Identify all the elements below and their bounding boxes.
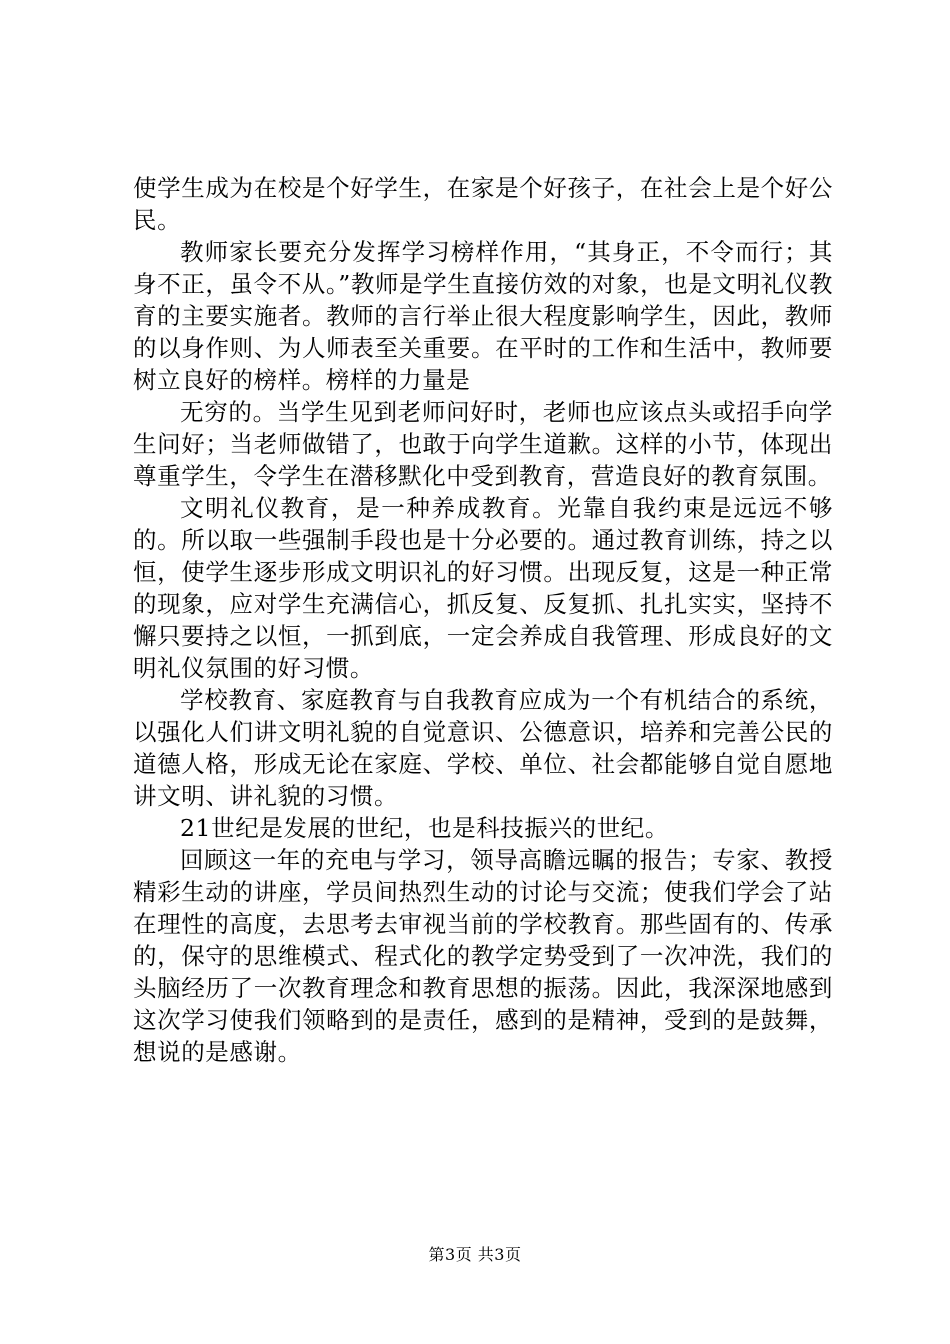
paragraph-3: 无穷的。当学生见到老师问好时，老师也应该点头或招手向学生问好；当老师做错了，也敢于向学生道歉。这样的小节，体现出尊重学生，令学生在潜移默化中受到教育，营造良好的教育氛围。 — [133, 398, 833, 490]
page-number-footer: 第3页 共3页 — [428, 1245, 522, 1264]
paragraph-6: 21世纪是发展的世纪，也是科技振兴的世纪。 — [180, 814, 670, 842]
paragraph-5: 学校教育、家庭教育与自我教育应成为一个有机结合的系统，以强化人们讲文明礼貌的自觉意识、公德意识，培养和完善公民的道德人格，形成无论在家庭、学校、单位、社会都能够自觉自愿地讲文明、讲礼貌的习惯。 — [133, 686, 833, 810]
paragraph-1: 使学生成为在校是个好学生，在家是个好孩子，在社会上是个好公民。 — [133, 174, 833, 234]
document-body — [133, 172, 833, 1068]
paragraph-4: 文明礼仪教育，是一种养成教育。光靠自我约束是远远不够的。所以取一些强制手段也是十分必要的。通过教育训练，持之以恒，使学生逐步形成文明识礼的好习惯。出现反复，这是一种正常的现象，应对学生充满信心，抓反复、反复抓、扎扎实实，坚持不懈只要持之以恒，一抓到底，一定会养成自我管理、形成良好的文明礼仪氛围的好习惯。 — [133, 494, 833, 682]
paragraph-2: 教师家长要充分发挥学习榜样作用，“其身正，不令而行；其身不正，虽令不从。”教师是学生直接仿效的对象，也是文明礼仪教育的主要实施者。教师的言行举止很大程度影响学生，因此，教师的以身作则、为人师表至关重要。在平时的工作和生活中，教师要树立良好的榜样。榜样的力量是 — [133, 238, 833, 394]
paragraph-7: 回顾这一年的充电与学习，领导高瞻远瞩的报告；专家、教授精彩生动的讲座，学员间热烈生动的讨论与交流；使我们学会了站在理性的高度，去思考去审视当前的学校教育。那些固有的、传承的，保守的思维模式、程式化的教学定势受到了一次冲洗，我们的头脑经历了一次教育理念和教育思想的振荡。因此，我深深地感到这次学习使我们领略到的是责任，感到的是精神，受到的是鼓舞，想说的是感谢。 — [133, 846, 833, 1066]
